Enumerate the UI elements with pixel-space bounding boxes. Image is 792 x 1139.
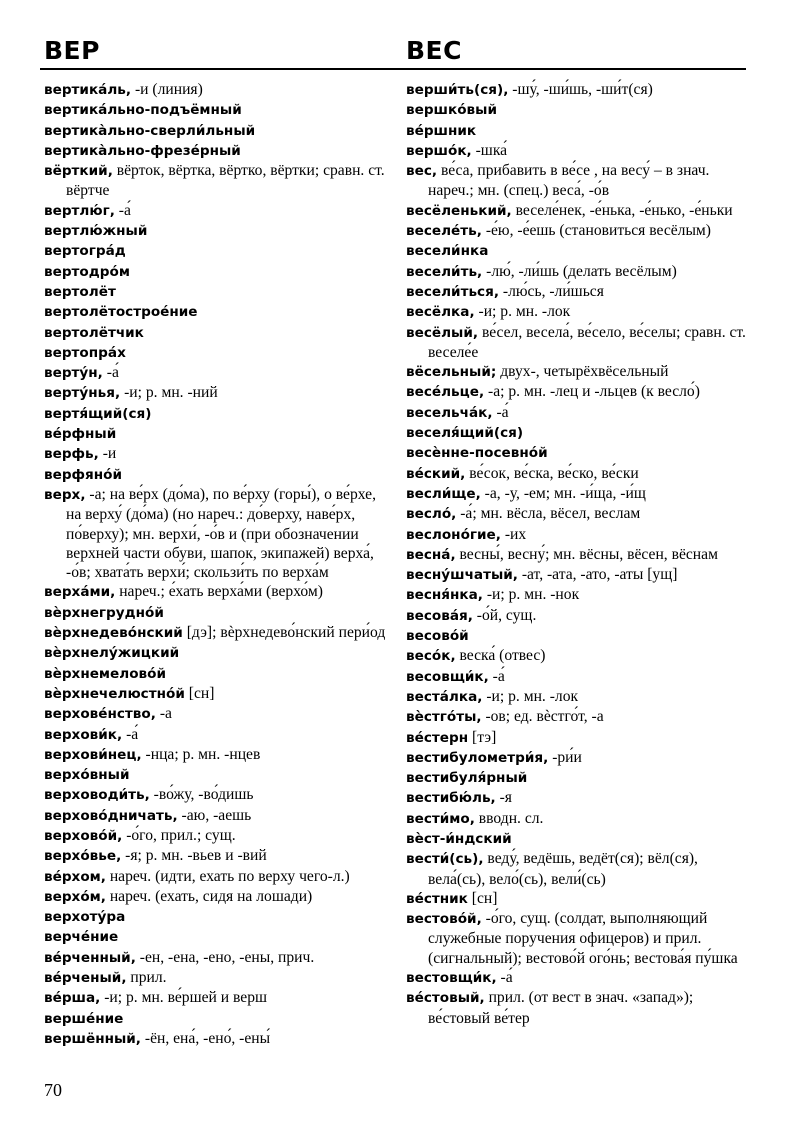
entry-definition: -о́го, прил.; сущ. <box>122 826 236 844</box>
dictionary-entry <box>44 323 388 343</box>
headword: вѐстго́ты, <box>406 709 482 726</box>
headword: вертодро́м <box>44 263 130 280</box>
dictionary-entry <box>406 161 748 201</box>
dictionary-entry <box>406 362 748 382</box>
headword: вестибулометри́я, <box>406 749 549 766</box>
page-number: 70 <box>44 1080 62 1100</box>
headword: вертогра́д <box>44 243 126 260</box>
entry-definition: -а́; мн. вёсла, вёсел, веслам <box>456 505 641 523</box>
dictionary-entry <box>406 423 748 443</box>
dictionary-entry <box>44 867 388 887</box>
dictionary-entry <box>406 809 748 829</box>
entry-definition: нареч. (идти, ехать по верху чего-л.) <box>105 867 350 885</box>
dictionary-entry <box>406 121 748 141</box>
dictionary-entry <box>44 603 388 623</box>
dictionary-entry <box>406 484 748 504</box>
entry-definition: [сн] <box>184 684 215 702</box>
headword: весёленький, <box>406 202 512 219</box>
headword: вести́мо, <box>406 810 475 827</box>
entry-definition: -нца; р. мн. -нцев <box>141 745 261 763</box>
dictionary-entry <box>406 80 748 100</box>
headword: верхови́нец, <box>44 746 142 763</box>
headword: верхови́к, <box>44 726 123 743</box>
dictionary-entry <box>44 241 388 261</box>
entry-definition: -лю́сь, -ли́шься <box>499 282 604 300</box>
headword: ве́стерн <box>406 729 469 746</box>
entry-definition: -а; на ве́рх (до́ма), по ве́рху (горы́), о ве́рхе, на верху́ (до́ма) (но нареч.: до́верху, наве́рх, по́верху); мн. верхи́, -о́в и (при обозначении верхней части обуви, шапок, экипажей) верха́, -о́в; хвата́ть верхи́; скользи́ть по верха́м <box>66 485 376 582</box>
headword: верхоту́ра <box>44 909 126 926</box>
headword: вѐрхнечелюстно́й <box>44 685 185 702</box>
headword: весло́, <box>406 506 457 523</box>
entry-definition: веселе́нек, -е́нька, -е́нько, -е́ньки <box>511 201 733 219</box>
entry-definition: -шка́ <box>471 141 508 159</box>
dictionary-entry <box>44 664 388 684</box>
headword: вѐрхнелу́жицкий <box>44 645 180 662</box>
headword: весо́к, <box>406 648 456 665</box>
entry-definition: двух-, четырёхвёсельный <box>496 363 669 381</box>
entry-definition: -и; р. мн. -лок <box>482 687 579 705</box>
dictionary-entry <box>406 525 748 545</box>
dictionary-entry <box>406 443 748 463</box>
headword: вертопра́х <box>44 344 126 361</box>
dictionary-entry <box>406 565 748 585</box>
dictionary-entry <box>44 582 388 602</box>
headword: ве́рченный, <box>44 949 136 966</box>
headword: ве́стник <box>406 890 468 907</box>
entry-definition: -а; р. мн. -лец и -льцев (к весло́) <box>484 383 700 401</box>
dictionary-entry <box>44 806 388 826</box>
dictionary-entry <box>406 829 748 849</box>
header-rule <box>40 68 746 70</box>
headword: веселе́ть, <box>406 223 482 240</box>
running-head-right: ВЕС <box>406 36 462 65</box>
entry-definition: -и (линия) <box>131 81 203 98</box>
dictionary-entry <box>406 728 748 748</box>
entry-definition: -я <box>495 789 512 807</box>
entry-definition: -о́й, сущ. <box>472 606 537 624</box>
entry-definition: -лю́, -ли́шь (делать весёлым) <box>482 262 677 280</box>
dictionary-entry <box>406 646 748 666</box>
entry-definition: -во́жу, -во́дишь <box>149 786 254 804</box>
headword: вести́(сь), <box>406 851 484 868</box>
entry-definition: нареч.; е́хать верха́ми (верхо́м) <box>115 583 323 601</box>
headword: ве́рша, <box>44 990 101 1007</box>
dictionary-entry <box>406 585 748 605</box>
dictionary-entry <box>44 80 388 100</box>
headword: весели́нка <box>406 243 489 260</box>
dictionary-entry <box>406 606 748 626</box>
entry-definition: [дэ]; вѐрхнедево́нский пери́од <box>182 624 386 642</box>
entry-definition: -а́ <box>496 969 513 987</box>
dictionary-entry <box>44 988 388 1008</box>
entry-definition: -и; р. мн. -ний <box>120 384 218 402</box>
headword: весели́ть, <box>406 263 483 280</box>
entry-definition: -и; р. мн. -нок <box>482 586 580 604</box>
headword: вертика́льно-подъёмный <box>44 102 242 119</box>
headword: весовщи́к, <box>406 668 489 685</box>
headword: весёлый, <box>406 324 479 341</box>
entry-definition: -ат, -ата, -ато, -аты [ущ] <box>517 566 678 584</box>
headword: весли́ще, <box>406 485 481 502</box>
headword: весово́й <box>406 628 469 645</box>
dictionary-entry <box>44 444 388 464</box>
dictionary-entry <box>406 707 748 727</box>
entry-definition: -ри́и <box>548 748 582 766</box>
dictionary-entry <box>406 687 748 707</box>
headword: веселя́щий(ся) <box>406 425 524 442</box>
headword: вестибуля́рный <box>406 770 528 787</box>
dictionary-entry <box>44 907 388 927</box>
dictionary-entry <box>44 948 388 968</box>
entry-definition: -а, -у, -ем; мн. -и́ща, -и́щ <box>480 484 646 502</box>
dictionary-entry <box>406 909 748 968</box>
headword: вёсельный; <box>406 364 497 381</box>
headword: веслоно́гие, <box>406 526 501 543</box>
dictionary-entry <box>44 968 388 988</box>
entry-definition: -а́ <box>122 725 139 743</box>
dictionary-entry <box>406 464 748 484</box>
dictionary-entry <box>406 100 748 120</box>
dictionary-entry <box>406 382 748 402</box>
entry-definition: -и; р. мн. -лок <box>474 303 571 321</box>
headword: вѐст-и́ндский <box>406 830 512 847</box>
headword: верту́н, <box>44 365 103 382</box>
entry-definition: весны́, весну́; мн. вёсны, вёсен, вёснам <box>455 545 718 563</box>
headword: вертика̀льно-фрезе́рный <box>44 142 241 159</box>
dictionary-entry <box>44 1029 388 1049</box>
dictionary-entry <box>406 201 748 221</box>
entry-definition: прил. <box>126 969 167 987</box>
dictionary-entry <box>44 1009 388 1029</box>
headword: верче́ние <box>44 929 119 946</box>
entry-definition: -ов; ед. вѐстго́т, -а <box>481 708 604 726</box>
headword: вертика̀льно-сверли́льный <box>44 122 256 139</box>
dictionary-entry <box>406 545 748 565</box>
dictionary-entry <box>406 302 748 322</box>
headword: верхово́дничать, <box>44 807 178 824</box>
entry-definition: -их <box>500 525 527 543</box>
headword: ве́рхом, <box>44 868 106 885</box>
entry-definition: ве́сел, весела́, ве́село, ве́селы; сравн. ст. веселе́е <box>428 323 746 361</box>
dictionary-entry <box>406 282 748 302</box>
entry-definition: -аю, -аешь <box>177 806 252 824</box>
entry-definition: -е́ю, -е́ешь (становиться весёлым) <box>481 222 711 240</box>
headword: веста́лка, <box>406 688 483 705</box>
headword: верту́нья, <box>44 385 121 402</box>
entry-definition: -а́ <box>114 201 131 219</box>
headword: вертя́щий(ся) <box>44 405 152 422</box>
entry-definition: веду́, ведёшь, ведёт(ся); вёл(ся), вела́(сь), вело́(сь), вели́(сь) <box>428 850 698 888</box>
headword: верхове́нство, <box>44 706 156 723</box>
dictionary-entry <box>406 241 748 261</box>
headword: вертлю́жный <box>44 223 148 240</box>
dictionary-entry <box>44 302 388 322</box>
dictionary-entry <box>44 765 388 785</box>
dictionary-entry <box>406 626 748 646</box>
dictionary-entry <box>406 403 748 423</box>
dictionary-entry <box>44 846 388 866</box>
headword: вёрткий, <box>44 163 113 180</box>
headword: вершко́вый <box>406 102 497 119</box>
dictionary-entry <box>406 788 748 808</box>
headword: весельча́к, <box>406 404 493 421</box>
entry-definition: нареч. (ехать, сидя на лошади) <box>105 887 313 905</box>
dictionary-entry <box>44 684 388 704</box>
headword: весна́, <box>406 546 456 563</box>
dictionary-entry <box>406 748 748 768</box>
entry-definition: [тэ] <box>468 728 497 746</box>
headword: верфь, <box>44 446 99 463</box>
dictionary-entry <box>44 785 388 805</box>
entry-definition: -а <box>155 705 172 723</box>
left-column <box>44 80 388 1049</box>
dictionary-entry <box>44 363 388 383</box>
dictionary-entry <box>44 887 388 907</box>
dictionary-entry <box>44 282 388 302</box>
headword: ве́рфный <box>44 426 117 443</box>
dictionary-entry <box>44 485 388 582</box>
headword: верха́ми, <box>44 584 116 601</box>
headword: вертолётострое́ние <box>44 304 198 321</box>
dictionary-entry <box>406 968 748 988</box>
entry-definition: веска́ (отвес) <box>455 647 546 665</box>
dictionary-entry <box>406 849 748 889</box>
headword: ве́ский, <box>406 465 466 482</box>
headword: верховоди́ть, <box>44 787 150 804</box>
headword: вестовщи́к, <box>406 970 497 987</box>
headword: весёлка, <box>406 304 475 321</box>
dictionary-entry <box>44 404 388 424</box>
dictionary-entry <box>406 889 748 909</box>
right-column <box>406 80 748 1028</box>
dictionary-entry <box>44 623 388 643</box>
dictionary-entry <box>44 201 388 221</box>
headword: вѐрхнегрудно́й <box>44 604 164 621</box>
dictionary-entry <box>44 725 388 745</box>
headword: верши́ть(ся), <box>406 82 509 98</box>
dictionary-entry <box>406 504 748 524</box>
dictionary-entry <box>44 745 388 765</box>
headword: вершённый, <box>44 1030 141 1047</box>
headword: ве́ршник <box>406 122 477 139</box>
dictionary-entry <box>44 643 388 663</box>
entry-definition: -я; р. мн. -вьев и -вий <box>121 847 267 865</box>
entry-definition: -о́го, сущ. (солдат, выполняющий служебные поручения офицеров) и прил. (сигнальный); вестово́й ого́нь; вестова́я пу́шка <box>428 910 738 967</box>
entry-definition: прил. (от вест в знач. «запад»); ве́стовый ве́тер <box>428 989 694 1027</box>
headword: вес, <box>406 163 438 180</box>
headword: верше́ние <box>44 1010 124 1027</box>
dictionary-entry <box>406 323 748 363</box>
headword: вертика́ль, <box>44 82 132 98</box>
dictionary-entry <box>44 100 388 120</box>
headword: верфяно́й <box>44 466 123 483</box>
headword: вертолётчик <box>44 324 144 341</box>
dictionary-entry <box>406 221 748 241</box>
entry-definition: ве́сок, ве́ска, ве́ско, ве́ски <box>465 464 639 482</box>
entry-definition: вводн. сл. <box>474 809 544 827</box>
dictionary-entry <box>406 667 748 687</box>
headword: вертолёт <box>44 283 116 300</box>
dictionary-entry <box>44 121 388 141</box>
entry-definition: -ен, -ена, -ено, -ены, прич. <box>135 948 315 966</box>
headword: весели́ться, <box>406 283 500 300</box>
headword: весну́шчатый, <box>406 567 518 584</box>
headword: весова́я, <box>406 607 473 624</box>
headword: весня́нка, <box>406 587 483 604</box>
headword: вѐрхнемелово́й <box>44 665 167 682</box>
entry-definition: -а́ <box>102 364 119 382</box>
dictionary-entry <box>44 343 388 363</box>
headword: верхо́вье, <box>44 848 122 865</box>
dictionary-entry <box>44 141 388 161</box>
headword: ве́стовый, <box>406 990 485 1007</box>
entry-definition: -и; р. мн. ве́ршей и верш <box>100 989 268 1007</box>
headword: вестибю́ль, <box>406 790 496 807</box>
headword: вестово́й, <box>406 911 482 928</box>
entry-definition: [сн] <box>467 889 498 907</box>
entry-definition: -а́ <box>488 667 505 685</box>
dictionary-entry <box>406 262 748 282</box>
dictionary-entry <box>44 221 388 241</box>
headword: весе́льце, <box>406 384 485 401</box>
dictionary-entry <box>44 424 388 444</box>
entry-definition: -а́ <box>492 403 509 421</box>
headword: вершо́к, <box>406 142 472 159</box>
entry-definition: вёрток, вёртка, вёртко, вёртки; сравн. ст. вёртче <box>66 162 385 200</box>
headword: верхо́м, <box>44 888 106 905</box>
dictionary-entry <box>44 383 388 403</box>
entry-definition: -ён, ена́, -ено́, -ены́ <box>140 1029 271 1047</box>
dictionary-entry <box>44 826 388 846</box>
headword: верхо́вный <box>44 767 130 784</box>
dictionary-entry <box>44 704 388 724</box>
entry-definition: -шу́, -ши́шь, -ши́т(ся) <box>508 81 653 98</box>
headword: вертлю́г, <box>44 202 115 219</box>
dictionary-entry <box>44 927 388 947</box>
headword: верхово́й, <box>44 827 123 844</box>
headword: верх, <box>44 486 86 503</box>
entry-definition: -и <box>98 445 117 463</box>
headword: ве́рченый, <box>44 970 127 987</box>
dictionary-entry <box>44 465 388 485</box>
headword: весѐнне-посевно́й <box>406 445 548 462</box>
running-head-left: ВЕР <box>44 36 100 65</box>
dictionary-entry <box>406 141 748 161</box>
dictionary-entry <box>406 988 748 1028</box>
entry-definition: ве́са, прибавить в ве́се , на весу́ – в знач. нареч.; мн. (спец.) веса́, -о́в <box>428 162 710 200</box>
dictionary-entry <box>406 768 748 788</box>
dictionary-entry <box>44 262 388 282</box>
dictionary-entry <box>44 161 388 201</box>
headword: вѐрхнедево́нский <box>44 625 183 642</box>
